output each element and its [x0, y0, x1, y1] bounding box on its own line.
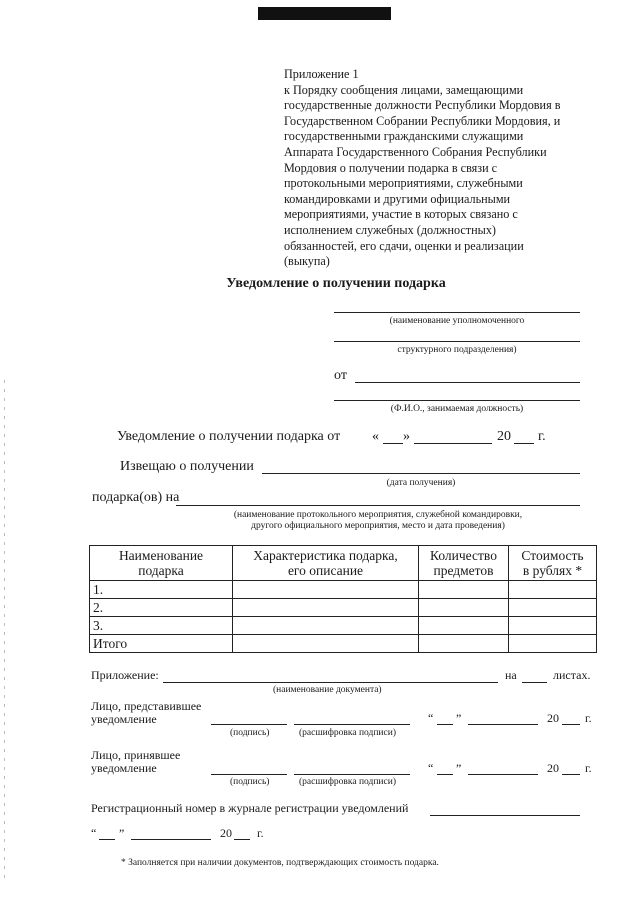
appendix-line: протокольными мероприятиями, служебными	[284, 176, 523, 191]
registration-quote-close: ”	[119, 826, 125, 840]
table-cell[interactable]	[509, 599, 597, 617]
appendix-line: к Порядку сообщения лицами, замещающими	[284, 82, 524, 97]
receiver-year-suffix: г.	[585, 761, 592, 775]
header-gift-description	[233, 546, 419, 581]
table-cell[interactable]	[509, 635, 597, 653]
inform-text: Извещаю о получении	[120, 459, 254, 474]
table-cell[interactable]	[419, 599, 509, 617]
attachment-label: Приложение:	[91, 668, 159, 682]
receiver-month-line[interactable]	[468, 774, 538, 775]
notice-open-quote: «	[372, 429, 379, 444]
recipient-line-1[interactable]	[334, 312, 580, 313]
table-cell[interactable]	[233, 599, 419, 617]
table-cell[interactable]	[233, 617, 419, 635]
row-number: 2.	[90, 599, 233, 617]
appendix-line: Мордовия о получении подарка в связи с	[284, 160, 498, 175]
appendix-block	[284, 67, 584, 270]
receiver-sign-caption: (подпись)	[230, 777, 270, 787]
registration-day-line[interactable]	[99, 839, 115, 840]
notice-text: Уведомление о получении подарка от	[117, 429, 341, 444]
submitter-year-line[interactable]	[562, 724, 580, 725]
header-text: предметов	[433, 563, 494, 578]
header-text: его описание	[287, 563, 364, 578]
redaction-bar	[258, 7, 391, 20]
footnote: * Заполняется при наличии документов, подтверждающих стоимость подарка.	[121, 858, 439, 868]
receiver-quote-close: ”	[456, 761, 462, 775]
attachment-sheets: листах.	[553, 668, 591, 682]
recipient-line-2[interactable]	[334, 341, 580, 342]
table-cell[interactable]	[233, 581, 419, 599]
gifts-table	[89, 545, 597, 653]
table-row	[90, 581, 597, 599]
appendix-line: государственные должности Республики Мордовия в	[284, 98, 561, 113]
recipient-caption-2: структурного подразделения)	[397, 345, 517, 355]
notice-day-line[interactable]	[383, 443, 403, 444]
table-cell[interactable]	[419, 617, 509, 635]
registration-quote-open: “	[91, 826, 97, 840]
header-text: Стоимость	[521, 548, 584, 563]
submitter-decode-line[interactable]	[294, 724, 410, 725]
notice-close-quote: »	[403, 429, 410, 444]
receiver-year-line[interactable]	[562, 774, 580, 775]
recipient-caption-3: (Ф.И.О., занимаемая должность)	[390, 404, 524, 414]
submitter-line-1: Лицо, представившее	[91, 699, 202, 713]
row-number: 1.	[90, 581, 233, 599]
submitter-year-prefix: 20	[547, 711, 559, 725]
submitter-month-line[interactable]	[468, 724, 538, 725]
registration-year-line[interactable]	[234, 839, 250, 840]
gifts-on-text: подарка(ов) на	[92, 490, 180, 505]
table-row	[90, 617, 597, 635]
attachment-line[interactable]	[163, 682, 498, 683]
receiver-day-line[interactable]	[437, 774, 453, 775]
table-header-row	[90, 546, 597, 581]
notice-year-prefix: 20	[497, 429, 511, 444]
header-text: Характеристика подарка,	[253, 548, 398, 563]
inform-date-line[interactable]	[262, 473, 580, 474]
appendix-line: мероприятиями, участие в которых связано с	[284, 207, 518, 222]
event-caption-2: другого официального мероприятия, место и дата проведения)	[251, 521, 505, 531]
receiver-signature-line[interactable]	[211, 774, 287, 775]
attachment-caption: (наименование документа)	[273, 685, 382, 695]
table-cell[interactable]	[509, 617, 597, 635]
appendix-line: Государственном Собрании Республики Мордовия, и	[284, 113, 561, 128]
submitter-quote-close: ”	[456, 711, 462, 725]
from-line[interactable]	[355, 382, 580, 383]
receiver-quote-open: “	[428, 761, 434, 775]
event-caption-1: (наименование протокольного мероприятия, служебной командировки,	[233, 510, 523, 520]
receiver-decode-line[interactable]	[294, 774, 410, 775]
registration-number-line[interactable]	[430, 815, 580, 816]
appendix-line: (выкупа)	[284, 254, 330, 269]
scan-edge-artifact	[4, 380, 5, 880]
registration-text: Регистрационный номер в журнале регистрации уведомлений	[91, 801, 409, 815]
attachment-sheets-line[interactable]	[522, 682, 547, 683]
receiver-decode-caption: (расшифровка подписи)	[299, 777, 396, 787]
table-cell[interactable]	[509, 581, 597, 599]
inform-caption: (дата получения)	[386, 478, 456, 488]
attachment-on: на	[505, 668, 517, 682]
table-row	[90, 635, 597, 653]
receiver-line-2: уведомление	[91, 761, 157, 775]
table-cell[interactable]	[419, 581, 509, 599]
notice-year-suffix: г.	[538, 429, 546, 444]
header-quantity	[419, 546, 509, 581]
submitter-year-suffix: г.	[585, 711, 592, 725]
header-text: подарка	[138, 563, 184, 578]
appendix-line: исполнением служебных (должностных)	[284, 222, 496, 237]
header-text: Наименование	[118, 548, 204, 563]
submitter-decode-caption: (расшифровка подписи)	[299, 728, 396, 738]
appendix-line: Приложение 1	[284, 67, 359, 81]
document-title: Уведомление о получении подарка	[226, 276, 446, 291]
appendix-line: обязанностей, его сдачи, оценки и реализации	[284, 238, 524, 253]
table-cell[interactable]	[233, 635, 419, 653]
registration-year-suffix: г.	[257, 826, 264, 840]
recipient-caption-1: (наименование уполномоченного	[389, 316, 525, 326]
row-total-label: Итого	[90, 635, 233, 653]
header-gift-name	[90, 546, 233, 581]
header-cost	[509, 546, 597, 581]
submitter-quote-open: “	[428, 711, 434, 725]
row-number: 3.	[90, 617, 233, 635]
appendix-line: государственными гражданскими служащими	[284, 129, 524, 144]
registration-year-prefix: 20	[220, 826, 232, 840]
notice-year-line[interactable]	[514, 443, 534, 444]
table-row	[90, 599, 597, 617]
submitter-line-2: уведомление	[91, 712, 157, 726]
event-line[interactable]	[176, 505, 580, 506]
recipient-line-3[interactable]	[334, 400, 580, 401]
table-cell[interactable]	[419, 635, 509, 653]
appendix-line: Аппарата Государственного Собрания Республики	[284, 144, 547, 159]
from-label: от	[334, 368, 347, 383]
registration-month-line[interactable]	[131, 839, 211, 840]
header-text: Количество	[430, 548, 497, 563]
submitter-signature-line[interactable]	[211, 724, 287, 725]
submitter-sign-caption: (подпись)	[230, 728, 270, 738]
receiver-year-prefix: 20	[547, 761, 559, 775]
receiver-line-1: Лицо, принявшее	[91, 748, 181, 762]
submitter-day-line[interactable]	[437, 724, 453, 725]
header-text: в рублях *	[522, 563, 583, 578]
notice-month-line[interactable]	[414, 443, 492, 444]
appendix-line: командировками и другими официальными	[284, 191, 511, 206]
